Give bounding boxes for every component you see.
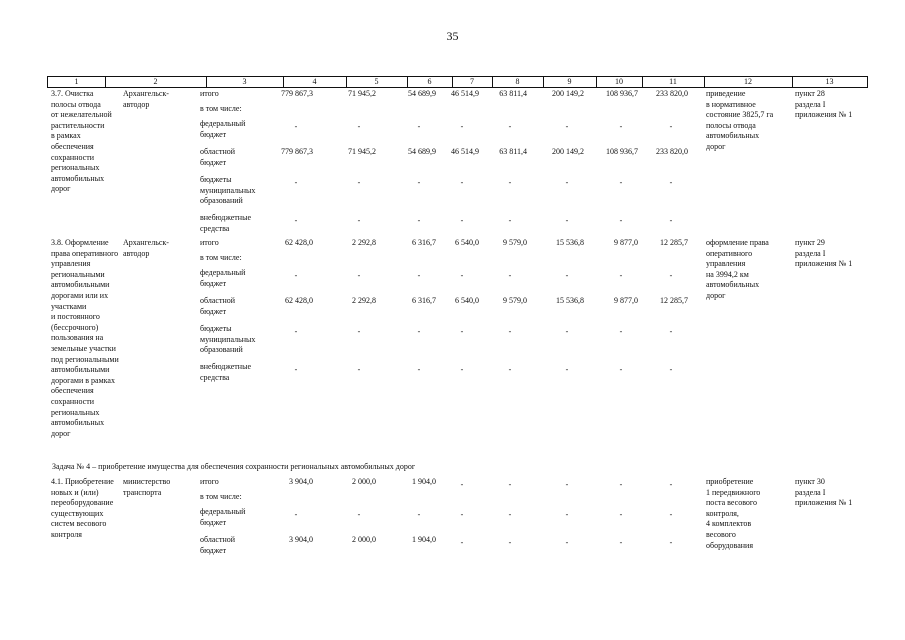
- amount-cell: -: [565, 538, 569, 547]
- amount-cell: -: [357, 510, 361, 519]
- expected-result: приобретение 1 передвижного поста весового контроля, 4 комплектов весового оборудования: [706, 477, 761, 550]
- amount-cell: -: [460, 178, 464, 187]
- amount-cell: -: [417, 216, 421, 225]
- amount-cell: 46 514,9: [451, 89, 479, 98]
- amount-cell: -: [294, 122, 298, 131]
- header-col-number: 8: [515, 77, 520, 86]
- amount-cell: -: [508, 510, 512, 519]
- amount-cell: -: [357, 122, 361, 131]
- header-col-number: 9: [567, 77, 572, 86]
- amount-cell: 108 936,7: [606, 89, 638, 98]
- amount-cell: -: [460, 538, 464, 547]
- funding-source-label: итого: [200, 238, 219, 247]
- amount-cell: -: [565, 216, 569, 225]
- amount-cell: -: [357, 216, 361, 225]
- amount-cell: 2 292,8: [352, 238, 376, 247]
- task-heading: Задача № 4 – приобретение имущества для обеспечения сохранности региональных автомобильных дорог: [52, 462, 416, 471]
- amount-cell: -: [508, 122, 512, 131]
- amount-cell: 1 904,0: [412, 535, 436, 544]
- header-col-number: 3: [242, 77, 247, 86]
- funding-source-label: федеральный бюджет: [200, 268, 246, 288]
- amount-cell: -: [357, 271, 361, 280]
- amount-cell: -: [565, 365, 569, 374]
- amount-cell: -: [669, 178, 673, 187]
- header-col-number: 5: [374, 77, 379, 86]
- header-col-number: 7: [470, 77, 474, 86]
- amount-cell: -: [460, 480, 464, 489]
- amount-cell: 2 292,8: [352, 296, 376, 305]
- amount-cell: -: [669, 122, 673, 131]
- amount-cell: -: [508, 178, 512, 187]
- funding-source-label: бюджеты муниципальных образований: [200, 175, 256, 206]
- reference-note: пункт 29 раздела I приложения № 1: [795, 238, 853, 269]
- amount-cell: 63 811,4: [499, 89, 527, 98]
- amount-cell: 6 540,0: [455, 296, 479, 305]
- amount-cell: -: [619, 216, 623, 225]
- amount-cell: -: [669, 538, 673, 547]
- amount-cell: -: [669, 480, 673, 489]
- amount-cell: 15 536,8: [556, 238, 584, 247]
- amount-cell: 233 820,0: [656, 89, 688, 98]
- amount-cell: 233 820,0: [656, 147, 688, 156]
- amount-cell: -: [294, 510, 298, 519]
- funding-source-label: федеральный бюджет: [200, 507, 246, 527]
- amount-cell: -: [619, 327, 623, 336]
- amount-cell: -: [357, 365, 361, 374]
- amount-cell: -: [508, 365, 512, 374]
- amount-cell: 54 689,9: [408, 89, 436, 98]
- amount-cell: 62 428,0: [285, 296, 313, 305]
- amount-cell: 6 316,7: [412, 296, 436, 305]
- amount-cell: -: [294, 365, 298, 374]
- amount-cell: -: [565, 178, 569, 187]
- funding-source-label: областной бюджет: [200, 535, 236, 555]
- amount-cell: 779 867,3: [281, 89, 313, 98]
- amount-cell: 6 316,7: [412, 238, 436, 247]
- expected-result: приведение в нормативное состояние 3825,7 га полосы отвода автомобильных дорог: [706, 89, 774, 151]
- funding-source-label: в том числе:: [200, 104, 242, 113]
- header-col-number: 11: [669, 77, 677, 86]
- amount-cell: -: [508, 480, 512, 489]
- header-col-number: 2: [153, 77, 158, 86]
- amount-cell: -: [619, 271, 623, 280]
- amount-cell: -: [357, 327, 361, 336]
- amount-cell: -: [669, 327, 673, 336]
- header-col-number: 1: [74, 77, 79, 86]
- funding-source-label: итого: [200, 89, 219, 98]
- funding-source-label: внебюджетные средства: [200, 362, 251, 382]
- amount-cell: -: [294, 271, 298, 280]
- amount-cell: -: [417, 271, 421, 280]
- funding-source-label: итого: [200, 477, 219, 486]
- amount-cell: -: [619, 538, 623, 547]
- amount-cell: 200 149,2: [552, 89, 584, 98]
- page-number: 35: [446, 29, 459, 43]
- amount-cell: -: [294, 327, 298, 336]
- amount-cell: -: [669, 365, 673, 374]
- amount-cell: 108 936,7: [606, 147, 638, 156]
- funding-source-label: в том числе:: [200, 492, 242, 501]
- amount-cell: -: [669, 510, 673, 519]
- amount-cell: 1 904,0: [412, 477, 436, 486]
- amount-cell: -: [619, 480, 623, 489]
- amount-cell: -: [417, 510, 421, 519]
- amount-cell: 9 579,0: [503, 296, 527, 305]
- amount-cell: -: [565, 122, 569, 131]
- executor-name: Архангельск- автодор: [123, 238, 169, 258]
- table-header-row: [47, 76, 868, 88]
- measure-name: 3.7. Очистка полосы отвода от нежелательной растительности в рамках обеспечения сохранности региональных автомобильных дорог: [51, 89, 112, 194]
- amount-cell: 15 536,8: [556, 296, 584, 305]
- amount-cell: 2 000,0: [352, 535, 376, 544]
- amount-cell: -: [619, 178, 623, 187]
- amount-cell: 6 540,0: [455, 238, 479, 247]
- amount-cell: 46 514,9: [451, 147, 479, 156]
- amount-cell: 62 428,0: [285, 238, 313, 247]
- amount-cell: -: [460, 122, 464, 131]
- expected-result: оформление права оперативного управления на 3994,2 км автомобильных дорог: [706, 238, 769, 300]
- funding-source-label: областной бюджет: [200, 296, 236, 316]
- amount-cell: -: [508, 271, 512, 280]
- measure-name: 4.1. Приобретение новых и (или) переоборудование существующих систем весового контроля: [51, 477, 114, 539]
- amount-cell: -: [508, 216, 512, 225]
- amount-cell: -: [565, 510, 569, 519]
- amount-cell: 9 877,0: [614, 296, 638, 305]
- funding-source-label: федеральный бюджет: [200, 119, 246, 139]
- header-col-number: 10: [615, 77, 623, 86]
- amount-cell: -: [508, 327, 512, 336]
- amount-cell: -: [619, 365, 623, 374]
- amount-cell: 3 904,0: [289, 477, 313, 486]
- amount-cell: 71 945,2: [348, 147, 376, 156]
- amount-cell: -: [460, 365, 464, 374]
- amount-cell: 200 149,2: [552, 147, 584, 156]
- amount-cell: -: [417, 178, 421, 187]
- funding-source-label: внебюджетные средства: [200, 213, 251, 233]
- amount-cell: 12 285,7: [660, 238, 688, 247]
- header-col-number: 12: [744, 77, 752, 86]
- amount-cell: 9 579,0: [503, 238, 527, 247]
- amount-cell: -: [460, 327, 464, 336]
- amount-cell: -: [669, 271, 673, 280]
- amount-cell: -: [294, 216, 298, 225]
- amount-cell: 3 904,0: [289, 535, 313, 544]
- funding-source-label: в том числе:: [200, 253, 242, 262]
- header-col-number: 6: [427, 77, 432, 86]
- amount-cell: -: [565, 480, 569, 489]
- funding-source-label: областной бюджет: [200, 147, 236, 167]
- amount-cell: -: [417, 365, 421, 374]
- amount-cell: 9 877,0: [614, 238, 638, 247]
- amount-cell: -: [619, 510, 623, 519]
- header-col-number: 4: [312, 77, 317, 86]
- amount-cell: 2 000,0: [352, 477, 376, 486]
- amount-cell: 54 689,9: [408, 147, 436, 156]
- amount-cell: 71 945,2: [348, 89, 376, 98]
- amount-cell: -: [508, 538, 512, 547]
- amount-cell: -: [357, 178, 361, 187]
- amount-cell: -: [417, 122, 421, 131]
- header-col-number: 13: [825, 77, 834, 86]
- amount-cell: 779 867,3: [281, 147, 313, 156]
- reference-note: пункт 28 раздела I приложения № 1: [795, 89, 853, 120]
- executor-name: министерство транспорта: [123, 477, 171, 497]
- amount-cell: -: [619, 122, 623, 131]
- funding-source-label: бюджеты муниципальных образований: [200, 324, 256, 355]
- amount-cell: -: [460, 510, 464, 519]
- reference-note: пункт 30 раздела I приложения № 1: [795, 477, 853, 508]
- executor-name: Архангельск- автодор: [123, 89, 169, 109]
- amount-cell: 12 285,7: [660, 296, 688, 305]
- amount-cell: -: [565, 271, 569, 280]
- amount-cell: 63 811,4: [499, 147, 527, 156]
- amount-cell: -: [294, 178, 298, 187]
- amount-cell: -: [417, 327, 421, 336]
- amount-cell: -: [565, 327, 569, 336]
- amount-cell: -: [669, 216, 673, 225]
- amount-cell: -: [460, 216, 464, 225]
- measure-name: 3.8. Оформление права оперативного управления региональными автомобильными дорогами или их участками и постоянного (бессрочного) пользования на земельные участки под региональными автомобильными дорогами в рамках обеспечения сохранности региональных автомобильных дорог: [51, 238, 119, 438]
- amount-cell: -: [460, 271, 464, 280]
